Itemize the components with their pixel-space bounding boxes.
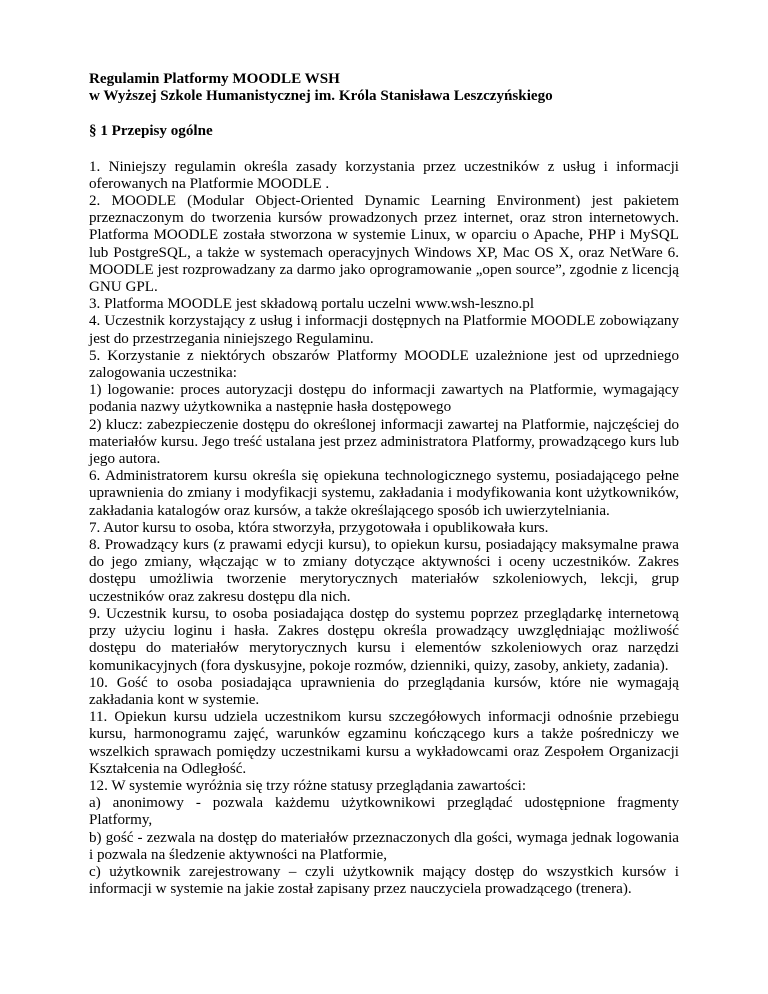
paragraph-list [89,159,679,899]
paragraph: 10. Gość to osoba posiadająca uprawnienia do przeglądania kursów, które nie wymagają zakładania kont w systemie. [89,674,679,708]
paragraph: 7. Autor kursu to osoba, która stworzyła, przygotowała i opublikowała kurs. [89,519,549,536]
paragraph: a) anonimowy - pozwala każdemu użytkownikowi przeglądać udostępnione fragmenty Platformy, [89,795,679,829]
paragraph: c) użytkownik zarejestrowany – czyli użytkownik mający dostęp do wszystkich kursów i informacji w systemie na jakie został zapisany przez nauczyciela prowadzącego (trenera). [89,863,679,898]
paragraph: 9. Uczestnik kursu, to osoba posiadająca dostęp do systemu poprzez przeglądarkę internetową przy użyciu loginu i hasła. Zakres dostępu określa prowadzący uwzględniając możliwość dostępu do materiałów merytorycznych kursu i elementów szkoleniowych oraz narzędzi komunikacyjnych (fora dyskusyjne, pokoje rozmów, dzienniki, quizy, zasoby, ankiety, zadania). [89,605,679,674]
paragraph: b) gość - zezwala na dostęp do materiałów przeznaczonych dla gości, wymaga jednak logowania i pozwala na śledzenie aktywności na Platformie, [89,829,679,863]
title-line-2: w Wyższej Szkole Humanistycznej im. Króla Stanisława Leszczyńskiego [89,88,553,105]
paragraph: 8. Prowadzący kurs (z prawami edycji kursu), to opiekun kursu, posiadający maksymalne prawa do jego zmiany, włączając w to zmiany dotyczące aktywności i oceny uczestników. Zakres dostępu umożliwia tworzenie merytorycznych materiałów szkoleniowych, lekcji, grup uczestników oraz zakresu dostępu dla nich. [89,537,679,605]
paragraph: 5. Korzystanie z niektórych obszarów Platformy MOODLE uzależnione jest od uprzedniego zalogowania uczestnika: [89,347,679,382]
section-heading: § 1 Przepisy ogólne [89,123,213,140]
paragraph: 3. Platforma MOODLE jest składową portalu uczelni www.wsh-leszno.pl [89,296,535,313]
paragraph: 12. W systemie wyróżnia się trzy różne statusy przeglądania zawartości: [89,777,527,794]
paragraph: 1) logowanie: proces autoryzacji dostępu do informacji zawartych na Platformie, wymagający podania nazwy użytkownika a następnie hasła dostępowego [89,382,679,416]
paragraph: 2. MOODLE (Modular Object-Oriented Dynamic Learning Environment) jest pakietem przeznaczonym do tworzenia kursów prowadzonych przez internet, oraz stron internetowych. Platforma MOODLE została stworzona w systemie Linux, w oparciu o Apache, PHP i MySQL lub PostgreSQL, a także w systemach operacyjnych Windows XP, Mac OS X, oraz NetWare 6. MOODLE jest rozprowadzany za darmo jako oprogramowanie „open source”, zgodnie z licencją GNU GPL. [89,193,679,296]
document-page [89,71,679,898]
paragraph: 2) klucz: zabezpieczenie dostępu do określonej informacji zawartej na Platformie, najczęściej do materiałów kursu. Jego treść ustalana jest przez administratora Platformy, prowadzącego kurs lub jego autora. [89,416,679,468]
title-line-1: Regulamin Platformy MOODLE WSH [89,71,340,87]
paragraph: 4. Uczestnik korzystający z usług i informacji dostępnych na Platformie MOODLE zobowiązany jest do przestrzegania niniejszego Regulaminu. [89,313,679,347]
document-title [89,71,679,105]
paragraph: 1. Niniejszy regulamin określa zasady korzystania przez uczestników z usług i informacji oferowanych na Platformie MOODLE . [89,158,679,192]
paragraph: 6. Administratorem kursu określa się opiekuna technologicznego systemu, posiadającego pełne uprawnienia do zmiany i modyfikacji systemu, zakładania i modyfikowania kont użytkowników, zakładania katalogów oraz kursów, a także określającego sposób ich uwierzytelniania. [89,468,679,519]
paragraph: 11. Opiekun kursu udziela uczestnikom kursu szczegółowych informacji odnośnie przebiegu kursu, harmonogramu zajęć, warunków egzaminu kończącego kurs a także pośredniczy we wszelkich sprawach pomiędzy uczestnikami kursu a wykładowcami oraz Zespołem Organizacji Kształcenia na Odległość. [89,709,679,777]
